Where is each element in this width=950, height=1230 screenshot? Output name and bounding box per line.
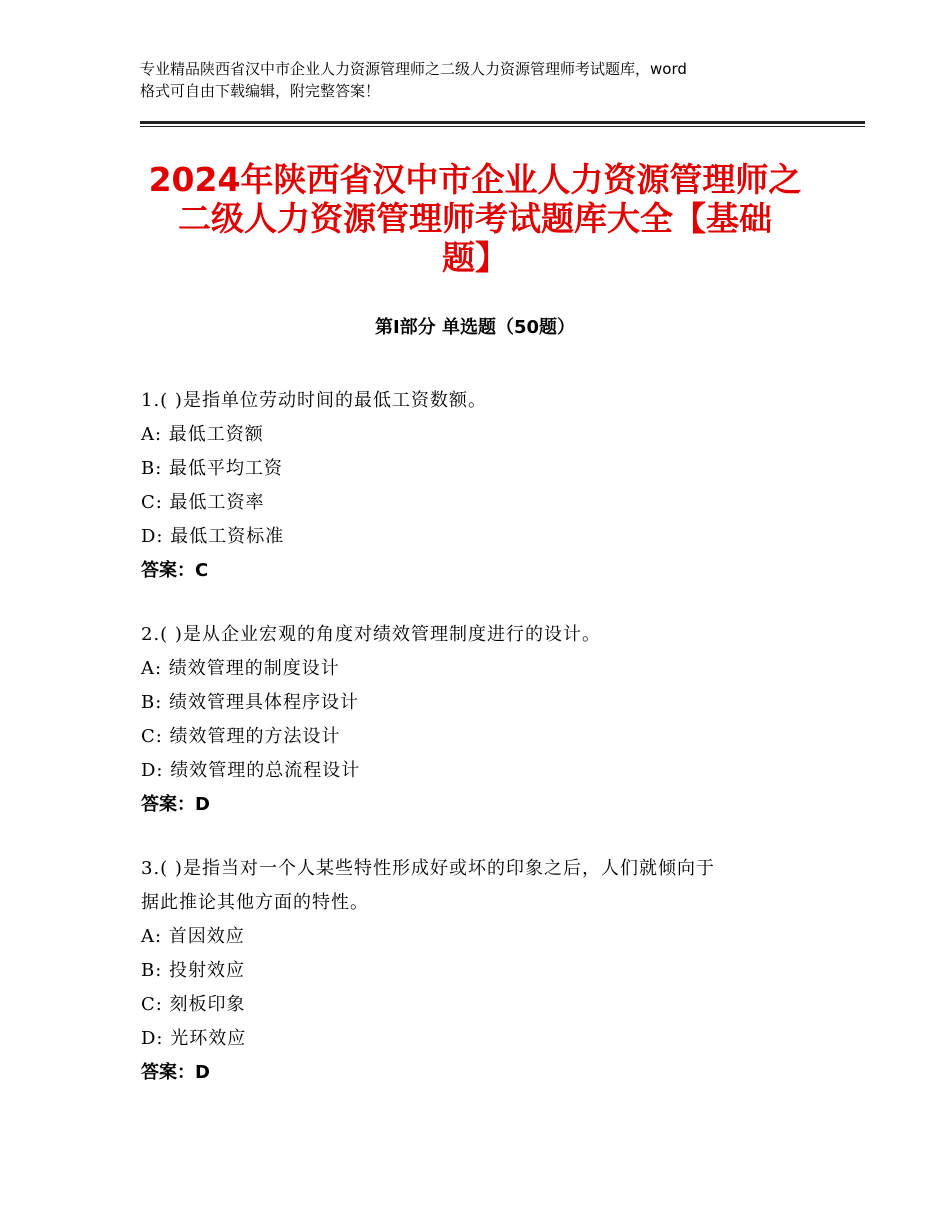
answer: 答案：D	[141, 794, 210, 815]
option-d: D: 最低工资标准	[141, 526, 285, 547]
header-note-line-1: 专业精品陕西省汉中市企业人力资源管理师之二级人力资源管理师考试题库，word	[140, 60, 687, 78]
option-c: C: 绩效管理的方法设计	[141, 726, 341, 747]
title-line-1: 2024年陕西省汉中市企业人力资源管理师之	[148, 160, 802, 199]
option-c: C: 最低工资率	[141, 492, 265, 513]
question-1	[141, 384, 841, 588]
question-stem-line: 1.( )是指单位劳动时间的最低工资数额。	[141, 390, 487, 411]
title-line-2: 二级人力资源管理师考试题库大全【基础	[178, 199, 772, 238]
header-divider-thin	[140, 126, 865, 127]
option-b: B: 绩效管理具体程序设计	[141, 692, 360, 713]
option-a: A: 首因效应	[141, 926, 245, 947]
option-b: B: 投射效应	[141, 960, 246, 981]
option-a: A: 最低工资额	[141, 424, 264, 445]
option-d: D: 光环效应	[141, 1028, 247, 1049]
document-title	[100, 160, 850, 277]
header-note	[140, 58, 830, 102]
title-line-3: 题】	[442, 238, 508, 277]
header-divider-thick	[140, 121, 865, 124]
header-note-line-2: 格式可自由下载编辑，附完整答案！	[140, 82, 381, 100]
option-a: A: 绩效管理的制度设计	[141, 658, 340, 679]
answer: 答案：C	[141, 560, 209, 581]
question-stem	[141, 852, 841, 920]
option-b: B: 最低平均工资	[141, 458, 284, 479]
option-c: C: 刻板印象	[141, 994, 246, 1015]
question-stem-line: 据此推论其他方面的特性。	[141, 892, 369, 913]
answer: 答案：D	[141, 1062, 210, 1083]
option-d: D: 绩效管理的总流程设计	[141, 760, 361, 781]
question-2	[141, 618, 841, 822]
question-list	[141, 384, 841, 1120]
question-3	[141, 852, 841, 1090]
question-stem-line: 2.( )是从企业宏观的角度对绩效管理制度进行的设计。	[141, 624, 601, 645]
question-stem	[141, 384, 841, 418]
section-heading: 第Ⅰ部分 单选题（50题）	[374, 317, 575, 338]
question-stem	[141, 618, 841, 652]
question-stem-line: 3.( )是指当对一个人某些特性形成好或坏的印象之后，人们就倾向于	[141, 858, 715, 879]
